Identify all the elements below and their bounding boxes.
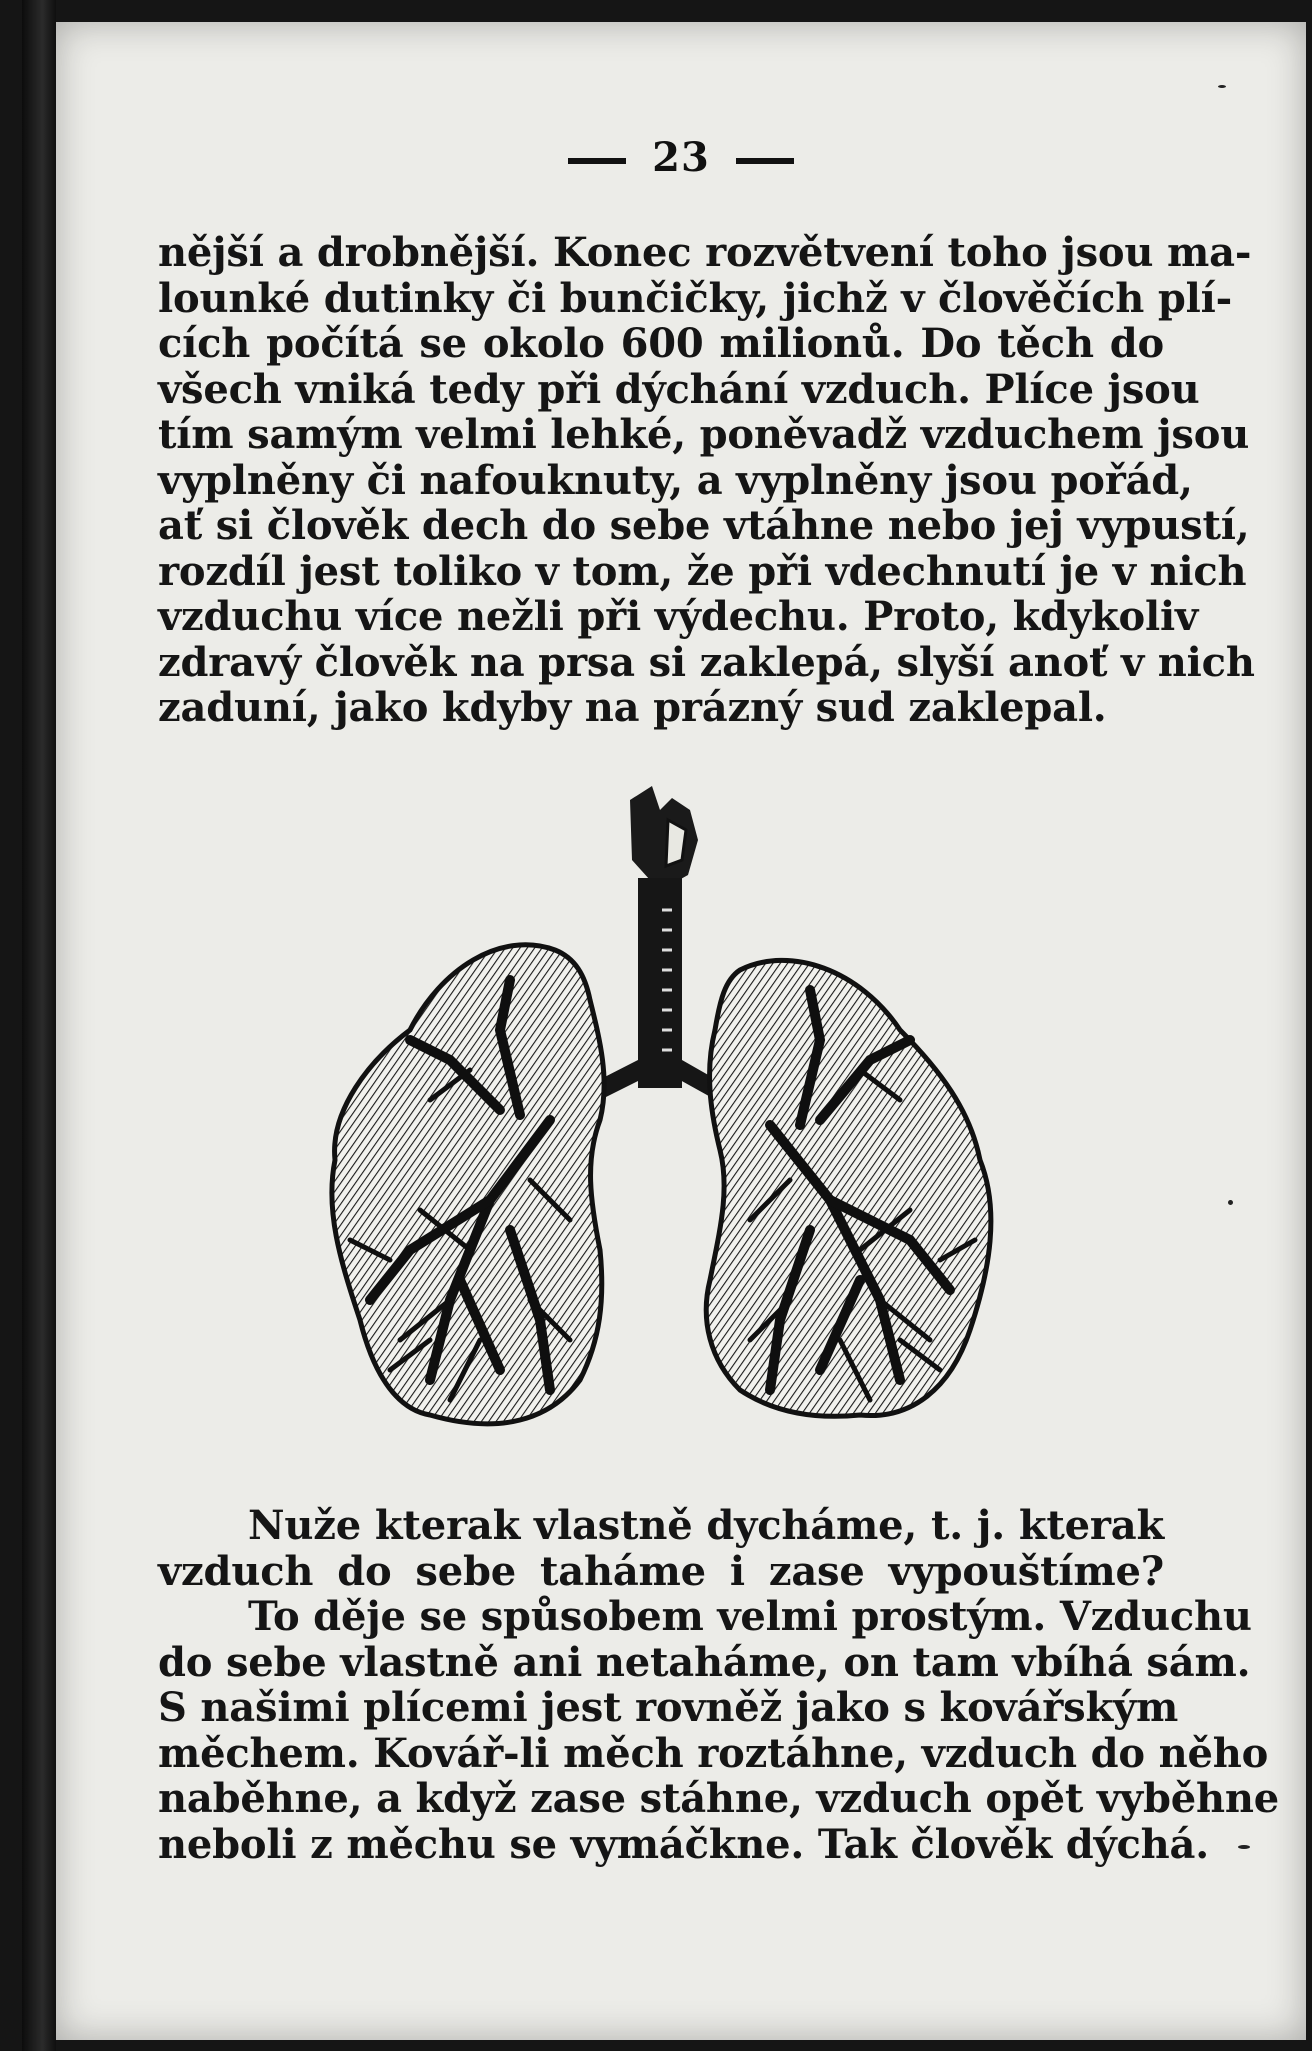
- text-line: do sebe vlastně ani netaháme, on tam vbíhá sám.: [158, 1638, 1251, 1686]
- text-line: ať si člověk dech do sebe vtáhne nebo jej vypustí,: [158, 502, 1250, 549]
- text-line: měchem. Kovář-li měch roztáhne, vzduch do něho: [158, 1729, 1269, 1777]
- text-line: vzduchu více nežli při výdechu. Proto, kdykoliv: [158, 593, 1199, 640]
- text-line: lounké dutinky či bunčičky, jichž v člověčích plí-: [158, 274, 1233, 322]
- folio-dash-left: [568, 158, 626, 164]
- text-line: S našimi plícemi jest rovněž jako s kovářským: [158, 1684, 1179, 1731]
- larynx-shape: [630, 786, 698, 885]
- text-line: zaduní, jako kdyby na prázný sud zaklepal.: [158, 684, 1107, 731]
- lungs-illustration: [300, 780, 1030, 1460]
- scan-speck: [1218, 85, 1226, 88]
- scan-speck: [1228, 1200, 1233, 1205]
- text-line: zdravý člověk na prsa si zaklepá, slyší anoť v nich: [158, 638, 1255, 686]
- text-line: Nuže kterak vlastně dycháme, t. j. kterak: [248, 1502, 1164, 1549]
- paragraph-top: [158, 229, 1255, 731]
- trachea-shape: [638, 878, 682, 1088]
- text-line: naběhne, a když zase stáhne, vzduch opět vyběhne: [158, 1775, 1279, 1822]
- right-lung-shape: [706, 960, 991, 1416]
- book-spine-shadow: [22, 0, 56, 2051]
- text-line: neboli z měchu se vymáčkne. Tak člověk dýchá.: [158, 1820, 1209, 1868]
- folio-dash-right: [736, 158, 794, 164]
- text-line: cích počítá se okolo 600 milionů. Do těch do: [158, 320, 1164, 367]
- text-line: nější a drobnější. Konec rozvětvení toho jsou ma-: [158, 229, 1252, 276]
- text-line: rozdíl jest toliko v tom, že při vdechnutí je v nich: [158, 547, 1247, 595]
- text-line: vzduch do sebe taháme i zase vypouštíme?: [158, 1547, 1164, 1595]
- text-line: To děje se spůsobem velmi prostým. Vzduchu: [248, 1593, 1252, 1640]
- page-number: 23: [652, 134, 710, 181]
- text-line: tím samým velmi lehké, poněvadž vzduchem jsou: [158, 411, 1250, 458]
- text-line: všech vniká tedy při dýchání vzduch. Plíce jsou: [158, 365, 1200, 413]
- paragraph-bottom: [158, 1502, 1279, 1868]
- scan-speck: [1238, 1845, 1250, 1849]
- text-line: vyplněny či nafouknuty, a vyplněny jsou pořád,: [158, 456, 1193, 504]
- page-number-header: [56, 134, 1306, 181]
- left-lung-shape: [332, 945, 604, 1424]
